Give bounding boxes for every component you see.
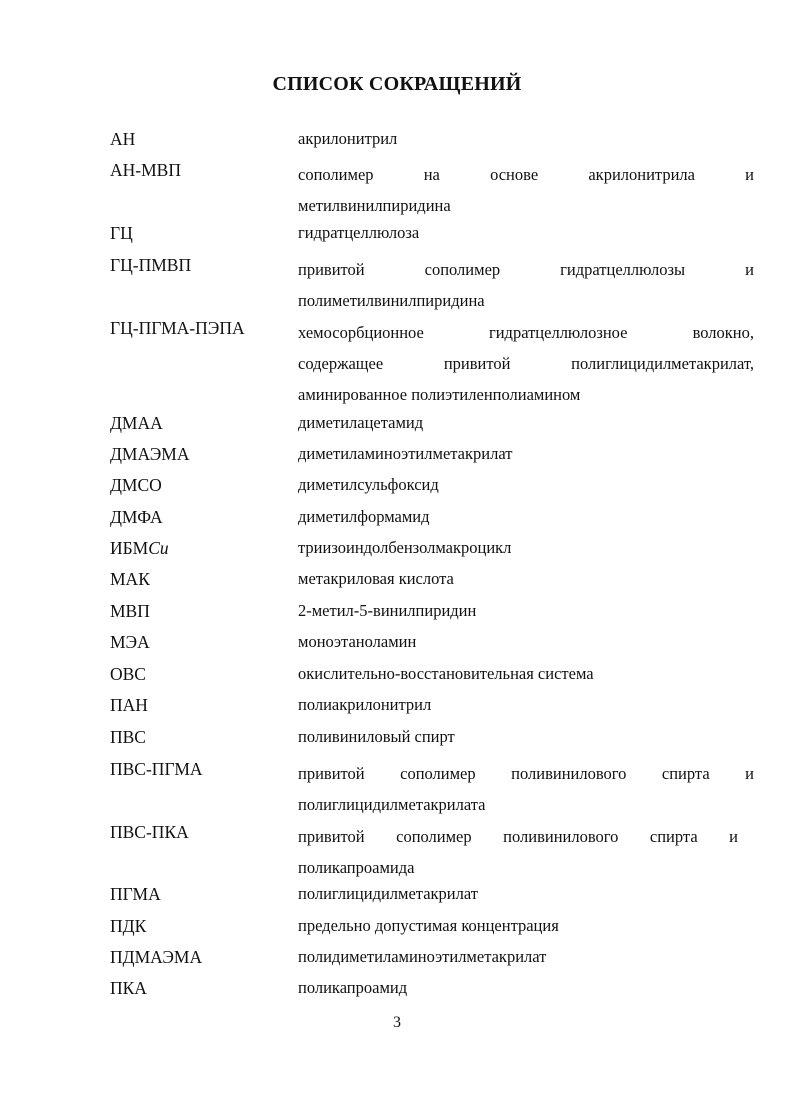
def-mak [298, 568, 754, 590]
abbr-main: ИБМ [110, 538, 149, 558]
def-line: метакриловая кислота [298, 569, 454, 588]
abbr-pan: ПАН [110, 695, 148, 715]
abbr-gc: ГЦ [110, 223, 133, 243]
def-dmaa [298, 412, 754, 434]
def-an-mvp [298, 159, 754, 215]
def-line: поликапроамид [298, 978, 408, 997]
def-line: полидиметиламиноэтилметакрилат [298, 947, 547, 966]
def-line: хемосорбционное гидратцеллюлозное волокно, [298, 323, 754, 342]
abbr-mea: МЭА [110, 632, 150, 652]
def-gc-pgma-pepa [298, 317, 754, 404]
def-pgma [298, 883, 754, 905]
def-line: содержащее привитой полиглицидилметакрилат, [298, 354, 754, 373]
abbr-an-mvp: АН-МВП [110, 160, 181, 180]
def-line: аминированное полиэтиленполиамином [298, 385, 581, 404]
abbr-gc-pgma-pepa: ГЦ-ПГМА-ПЭПА [110, 318, 245, 338]
def-line: предельно допустимая концентрация [298, 916, 559, 935]
def-line: диметиламиноэтилметакрилат [298, 444, 513, 463]
def-mvp [298, 600, 754, 622]
def-dmfa [298, 506, 754, 528]
abbr-dmaa: ДМАА [110, 413, 163, 433]
def-pvs-pka [298, 821, 738, 877]
abbr-pvs-pgma: ПВС-ПГМА [110, 759, 203, 779]
def-line: сополимер на основе акрилонитрила и [298, 165, 754, 184]
def-line: акрилонитрил [298, 129, 398, 148]
abbr-ibmcu [110, 537, 169, 559]
page-title: СПИСОК СОКРАЩЕНИЙ [272, 73, 522, 95]
abbr-ovs: ОВС [110, 664, 146, 684]
def-pka [298, 977, 754, 999]
def-line: диметилацетамид [298, 413, 424, 432]
abbr-mak: МАК [110, 569, 150, 589]
def-line: полиметилвинилпиридина [298, 291, 485, 310]
def-gc [298, 222, 754, 244]
def-pdmaema [298, 946, 754, 968]
def-line: поливиниловый спирт [298, 727, 455, 746]
abbr-pgma: ПГМА [110, 884, 161, 904]
abbr-pdmaema: ПДМАЭМА [110, 947, 203, 967]
page-number: 3 [393, 1014, 401, 1031]
def-line: привитой сополимер поливинилового спирта и [298, 764, 754, 783]
def-line: метилвинилпиридина [298, 196, 451, 215]
def-dmso [298, 474, 754, 496]
def-pan [298, 694, 754, 716]
def-line: диметилформамид [298, 507, 430, 526]
def-line: диметилсульфоксид [298, 475, 439, 494]
def-mea [298, 631, 754, 653]
def-an [298, 128, 754, 150]
def-line: поликапроамида [298, 858, 415, 877]
def-line: полиакрилонитрил [298, 695, 432, 714]
abbr-an: АН [110, 129, 136, 149]
def-ibmcu [298, 537, 754, 559]
def-dmaema [298, 443, 754, 465]
def-pvs-pgma [298, 758, 754, 814]
def-line: привитой сополимер гидратцеллюлозы и [298, 260, 754, 279]
def-line: полиглицидилметакрилат [298, 884, 478, 903]
abbr-pvs-pka: ПВС-ПКА [110, 822, 189, 842]
abbr-pka: ПКА [110, 978, 147, 998]
def-pdk [298, 915, 754, 937]
abbr-gc-pmvp: ГЦ-ПМВП [110, 255, 192, 275]
def-gc-pmvp [298, 254, 754, 310]
abbr-dmso: ДМСО [110, 475, 162, 495]
abbr-dmfa: ДМФА [110, 507, 163, 527]
def-line: привитой сополимер поливинилового спирта и [298, 827, 738, 846]
def-ovs [298, 663, 754, 685]
def-line: окислительно-восстановительная система [298, 664, 594, 683]
def-line: полиглицидилметакрилата [298, 795, 486, 814]
def-line: гидратцеллюлоза [298, 223, 420, 242]
def-line: триизоиндолбензолмакроцикл [298, 538, 512, 557]
def-line: моноэтаноламин [298, 632, 417, 651]
def-line: 2-метил-5-винилпиридин [298, 601, 477, 620]
abbr-pvs: ПВС [110, 727, 146, 747]
abbr-mvp: МВП [110, 601, 150, 621]
def-pvs [298, 726, 754, 748]
abbr-pdk: ПДК [110, 916, 147, 936]
abbr-italic: Cu [148, 538, 169, 558]
abbr-dmaema: ДМАЭМА [110, 444, 190, 464]
